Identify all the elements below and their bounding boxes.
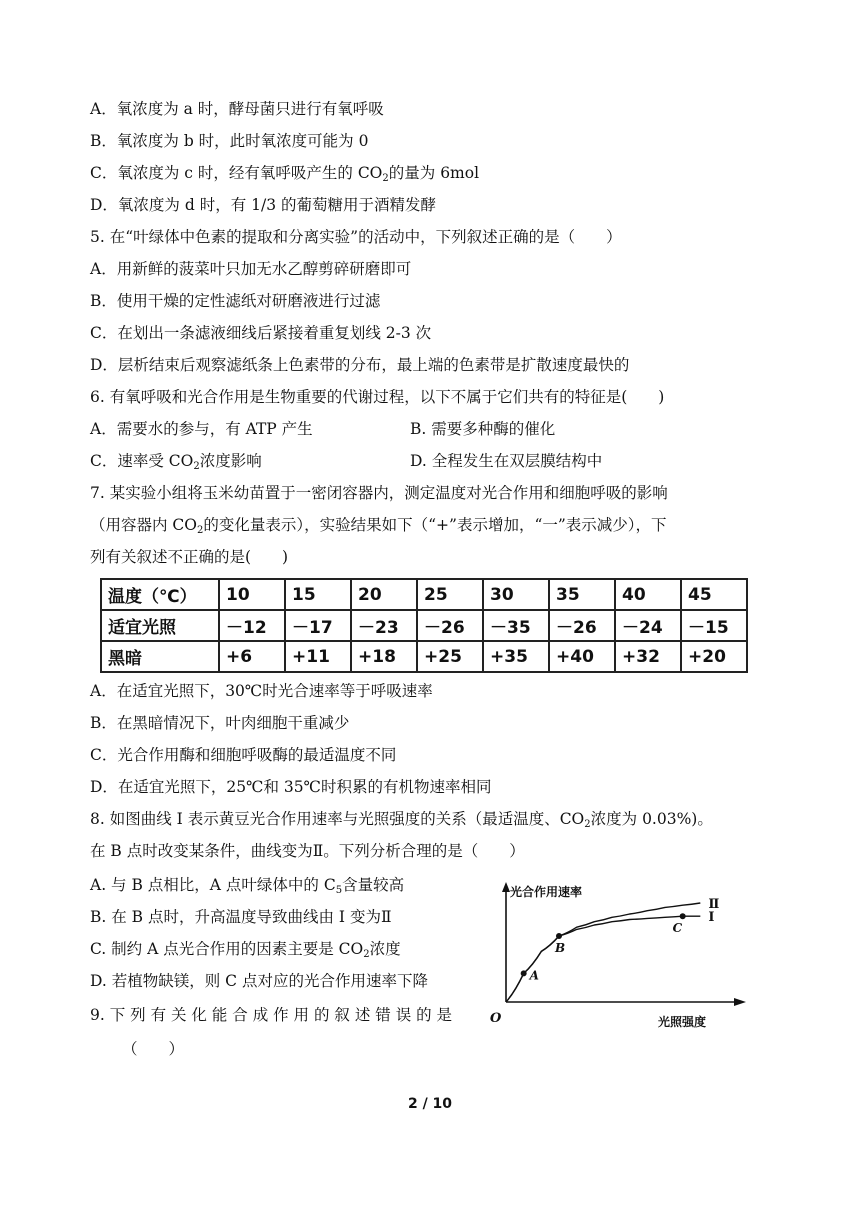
q8-stem-line1: 8. 如图曲线 I 表示黄豆光合作用速率与光照强度的关系（最适温度、$CO_2$浓度为 0.03%)。 xyxy=(90,810,713,830)
origin-label: O xyxy=(490,1011,502,1026)
q7-stem-line3: 列有关叙述不正确的是( ) xyxy=(90,548,289,566)
point-label-c: C xyxy=(672,921,683,936)
table-cell: －26 xyxy=(417,610,483,641)
q5-option-c: C．在划出一条滤液细线后紧接着重复划线 2-3 次 xyxy=(90,324,432,342)
y-axis-label: 光合作用速率 xyxy=(510,885,583,899)
table-cell: 35 xyxy=(549,579,615,610)
series-line-ii xyxy=(506,903,700,1002)
point-label-b: B xyxy=(555,941,566,955)
series-label-i: I xyxy=(708,910,715,926)
q8-option-c: C. 制约 A 点光合作用的因素主要是 $CO_2$浓度 xyxy=(90,940,401,960)
q4-option-c: C．氧浓度为 c 时，经有氧呼吸产生的 $CO_2$的量为 6mol xyxy=(90,164,480,184)
q7-stem-line1: 7. 某实验小组将玉米幼苗置于一密闭容器内，测定温度对光合作用和细胞呼吸的影响 xyxy=(90,484,668,502)
page-number: 2 / 10 xyxy=(407,1096,453,1112)
data-table xyxy=(100,578,748,673)
x-axis-label: 光照强度 xyxy=(658,1015,707,1029)
table-row xyxy=(101,579,747,610)
q6-option-d: D. 全程发生在双层膜结构中 xyxy=(410,452,603,470)
table-row xyxy=(101,641,747,672)
chart-series-layer xyxy=(506,903,700,1002)
q4-option-b: B．氧浓度为 b 时，此时氧浓度可能为 0 xyxy=(90,132,369,150)
table-cell: 25 xyxy=(417,579,483,610)
table-cell: －17 xyxy=(285,610,351,641)
q5-option-a: A．用新鲜的菠菜叶只加无水乙醇剪碎研磨即可 xyxy=(90,260,412,278)
table-cell: －24 xyxy=(615,610,681,641)
q6-option-a: A．需要水的参与，有 ATP 产生 xyxy=(90,420,313,438)
table-cell: －23 xyxy=(351,610,417,641)
chart-points-layer xyxy=(521,913,686,976)
table-cell: 10 xyxy=(219,579,285,610)
table-cell: 40 xyxy=(615,579,681,610)
y-axis-arrow xyxy=(502,882,510,892)
table-cell: +11 xyxy=(285,641,351,672)
point-c xyxy=(680,913,686,919)
q5-option-b: B．使用干燥的定性滤纸对研磨液进行过滤 xyxy=(90,292,381,310)
table-cell: +6 xyxy=(219,641,285,672)
q6-stem: 6. 有氧呼吸和光合作用是生物重要的代谢过程，以下不属于它们共有的特征是( ) xyxy=(90,388,665,406)
table-cell: +18 xyxy=(351,641,417,672)
x-axis-arrow xyxy=(734,998,746,1006)
q8-option-a: A. 与 B 点相比，A 点叶绿体中的 $C_5$含量较高 xyxy=(90,876,405,896)
point-label-a: A xyxy=(529,968,539,983)
table-cell: +20 xyxy=(681,641,747,672)
table-cell: +25 xyxy=(417,641,483,672)
q7-option-a: A．在适宜光照下，30℃时光合速率等于呼吸速率 xyxy=(90,682,433,700)
table-row-label: 黑暗 xyxy=(101,641,219,672)
series-label-ii: Ⅱ xyxy=(708,897,720,912)
table-row-label: 适宜光照 xyxy=(101,610,219,641)
point-b xyxy=(556,933,562,939)
table-cell: +40 xyxy=(549,641,615,672)
table-cell: 45 xyxy=(681,579,747,610)
data-table-body xyxy=(101,579,747,672)
q8-option-b: B. 在 B 点时，升高温度导致曲线由 I 变为Ⅱ xyxy=(90,908,392,926)
series-line-i xyxy=(506,916,700,1002)
photosynthesis-chart xyxy=(484,874,750,1036)
q5-option-d: D．层析结束后观察滤纸条上色素带的分布，最上端的色素带是扩散速度最快的 xyxy=(90,356,630,374)
table-cell: 30 xyxy=(483,579,549,610)
q6-option-c: C．速率受 $CO_2$浓度影响 xyxy=(90,452,262,472)
point-a xyxy=(521,970,527,976)
table-cell: +35 xyxy=(483,641,549,672)
table-row-label: 温度（℃） xyxy=(101,579,219,610)
q9-stem: 9. 下 列 有 关 化 能 合 成 作 用 的 叙 述 错 误 的 是 xyxy=(90,1006,453,1024)
table-cell: －15 xyxy=(681,610,747,641)
q8-option-d: D. 若植物缺镁，则 C 点对应的光合作用速率下降 xyxy=(90,972,428,990)
table-cell: －26 xyxy=(549,610,615,641)
q7-stem-line2: （用容器内 $CO_2$的变化量表示），实验结果如下（“+”表示增加，“一”表示减少），下 xyxy=(90,516,667,536)
chart-labels-layer xyxy=(490,884,719,1029)
q5-stem: 5. 在“叶绿体中色素的提取和分离实验”的活动中，下列叙述正确的是（ ） xyxy=(90,228,622,246)
table-cell: －12 xyxy=(219,610,285,641)
q4-option-d: D．氧浓度为 d 时，有 1/3 的葡萄糖用于酒精发酵 xyxy=(90,196,437,214)
table-cell: 20 xyxy=(351,579,417,610)
q9-answer-paren: （ ） xyxy=(122,1040,185,1058)
q7-option-c: C．光合作用酶和细胞呼吸酶的最适温度不同 xyxy=(90,746,397,764)
table-cell: －35 xyxy=(483,610,549,641)
table-cell: 15 xyxy=(285,579,351,610)
q6-option-b: B. 需要多种酶的催化 xyxy=(410,420,556,438)
q7-option-d: D．在适宜光照下，25℃和 35℃时积累的有机物速率相同 xyxy=(90,778,492,796)
table-cell: +32 xyxy=(615,641,681,672)
q7-option-b: B．在黑暗情况下，叶肉细胞干重减少 xyxy=(90,714,350,732)
table-row xyxy=(101,610,747,641)
q4-option-a: A．氧浓度为 a 时，酵母菌只进行有氧呼吸 xyxy=(90,100,384,118)
q8-stem-line2: 在 B 点时改变某条件，曲线变为Ⅱ。下列分析合理的是（ ） xyxy=(90,842,525,860)
